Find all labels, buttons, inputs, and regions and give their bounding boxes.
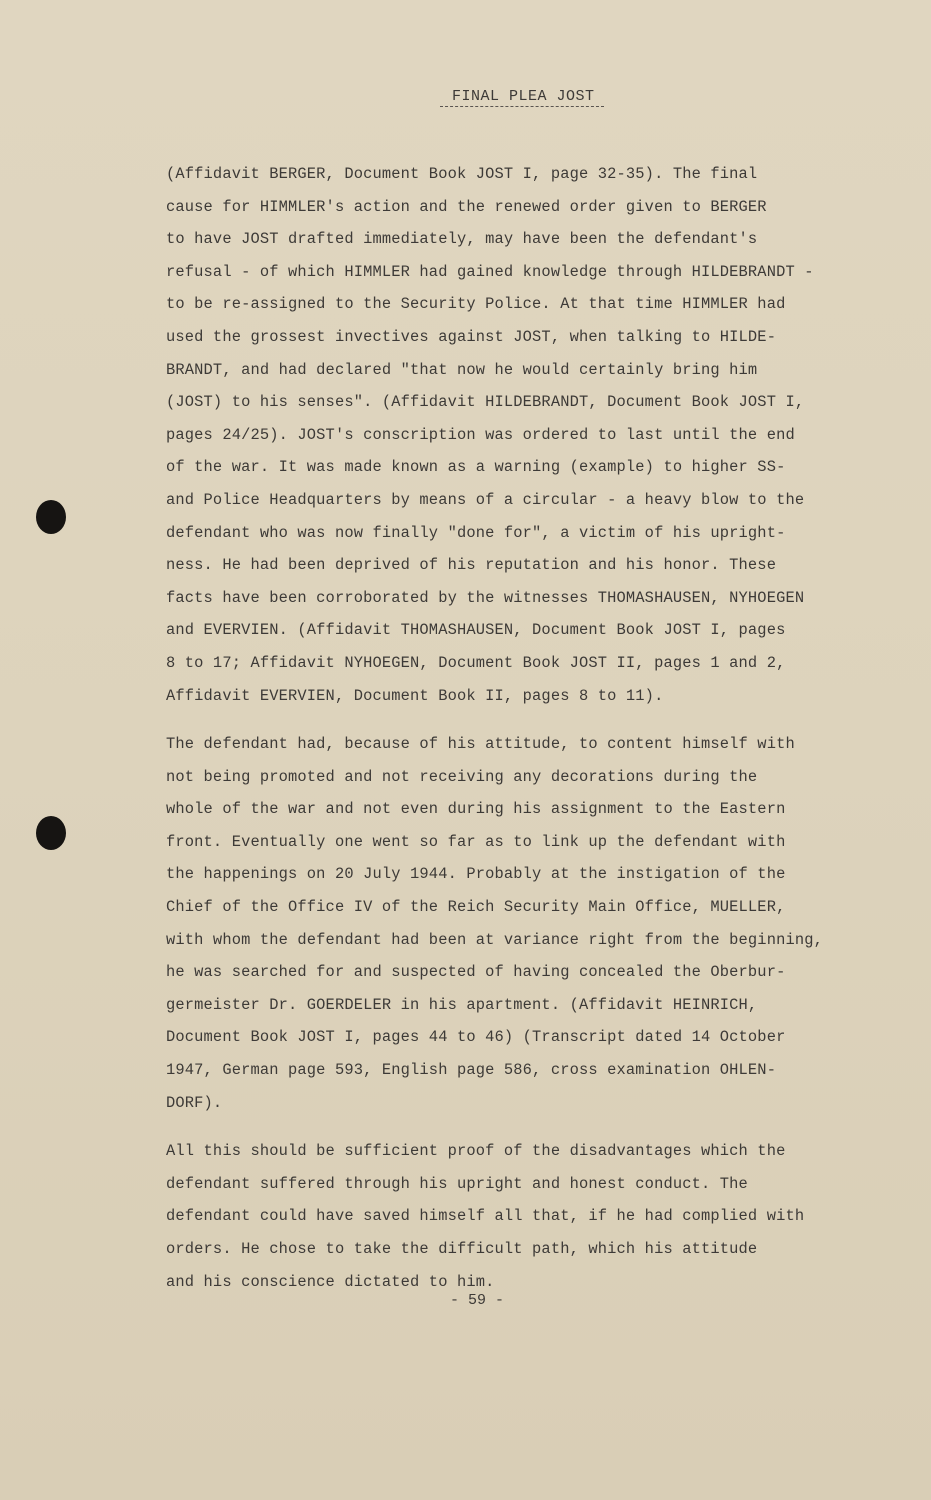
text-line: he was searched for and suspected of having concealed the Oberbur- [166, 963, 786, 982]
text-line: used the grossest invectives against JOST, when talking to HILDE- [166, 327, 777, 346]
text-line: Affidavit EVERVIEN, Document Book II, pages 8 to 11). [166, 686, 664, 705]
text-line: The defendant had, because of his attitude, to content himself with [166, 735, 795, 754]
text-line: All this should be sufficient proof of the disadvantages which the [166, 1142, 786, 1161]
text-line: germeister Dr. GOERDELER in his apartment. (Affidavit HEINRICH, [166, 995, 758, 1014]
text-line: 1947, German page 593, English page 586, cross examination OHLEN- [166, 1061, 777, 1080]
text-line: to be re-assigned to the Security Police. At that time HIMMLER had [166, 295, 786, 314]
punch-hole-bottom [36, 816, 66, 850]
text-line: and EVERVIEN. (Affidavit THOMASHAUSEN, Document Book JOST I, pages [166, 621, 786, 640]
text-line: whole of the war and not even during his assignment to the Eastern [166, 800, 786, 819]
text-line: Document Book JOST I, pages 44 to 46) (Transcript dated 14 October [166, 1028, 786, 1047]
paragraph-2 [166, 728, 831, 1119]
text-line: defendant suffered through his upright and honest conduct. The [166, 1174, 748, 1193]
text-line: 8 to 17; Affidavit NYHOEGEN, Document Book JOST II, pages 1 and 2, [166, 653, 786, 672]
text-line: cause for HIMMLER's action and the renewed order given to BERGER [166, 197, 767, 216]
text-line: (JOST) to his senses". (Affidavit HILDEBRANDT, Document Book JOST I, [166, 393, 805, 412]
text-line: Chief of the Office IV of the Reich Security Main Office, MUELLER, [166, 898, 786, 917]
text-line: and Police Headquarters by means of a circular - a heavy blow to the [166, 490, 805, 509]
punch-hole-top [36, 500, 66, 534]
text-line: ness. He had been deprived of his reputation and his honor. These [166, 556, 777, 575]
text-line: DORF). [166, 1093, 223, 1112]
text-line: of the war. It was made known as a warning (example) to higher SS- [166, 458, 786, 477]
text-line: and his conscience dictated to him. [166, 1272, 495, 1291]
text-line: not being promoted and not receiving any decorations during the [166, 767, 758, 786]
text-line: BRANDT, and had declared "that now he would certainly bring him [166, 360, 758, 379]
text-line: defendant could have saved himself all that, if he had complied with [166, 1207, 805, 1226]
text-line: facts have been corroborated by the witnesses THOMASHAUSEN, NYHOEGEN [166, 588, 805, 607]
text-line: orders. He chose to take the difficult path, which his attitude [166, 1240, 758, 1258]
text-line: front. Eventually one went so far as to link up the defendant with [166, 832, 786, 851]
text-line: (Affidavit BERGER, Document Book JOST I, page 32-35). The final [166, 165, 758, 183]
text-line: the happenings on 20 July 1944. Probably at the instigation of the [166, 865, 786, 884]
text-line: pages 24/25). JOST's conscription was ordered to last until the end [166, 425, 795, 444]
title-underline [440, 106, 604, 107]
text-line: defendant who was now finally "done for", a victim of his upright- [166, 523, 786, 542]
paragraph-1 [166, 158, 831, 712]
page-number: - 59 - [450, 1292, 505, 1309]
text-line: with whom the defendant had been at variance right from the beginning, [166, 930, 824, 949]
paragraph-3 [166, 1135, 831, 1298]
text-line: to have JOST drafted immediately, may have been the defendant's [166, 230, 758, 249]
document-body [166, 158, 831, 1314]
text-line: refusal - of which HIMMLER had gained knowledge through HILDEBRANDT - [166, 262, 814, 281]
page-title: FINAL PLEA JOST [452, 88, 595, 105]
